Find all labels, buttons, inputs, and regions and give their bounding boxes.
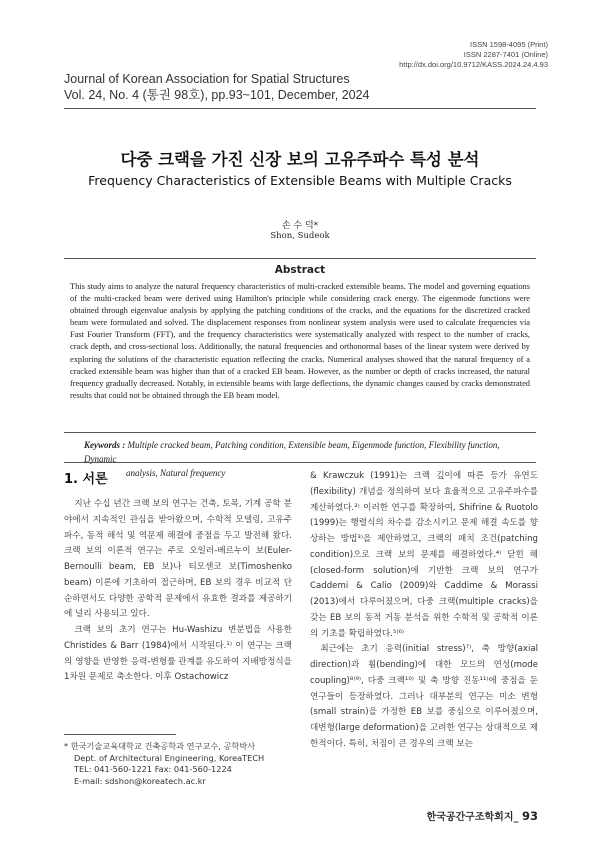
- title-english: Frequency Characteristics of Extensible Beams with Multiple Cracks: [88, 173, 512, 188]
- footer-separator: _: [513, 812, 519, 823]
- footnote-affiliation: * 한국기술교육대학교 건축공학과 연구교수, 공학박사: [64, 741, 256, 751]
- keywords-bottom-divider: [64, 462, 536, 463]
- issn-online: ISSN 2287-7401 (Online): [463, 50, 548, 59]
- doi-link[interactable]: http://dx.doi.org/10.9712/KASS.2024.24.4.93: [399, 60, 548, 69]
- footnote: [64, 741, 294, 787]
- paragraph: & Krawczuk (1991)는 크랙 깊이에 따른 등가 유연도(flexibility) 개념을 정의하여 보다 효율적으로 고유주파수를 계산하였다.²⁾ 이러한 연구를 확장하여, Shifrine & Ruotolo (1999)는 행렬식의 차수를 감소시키고 문제 해결 속도를 향상하는 방법³⁾을 제안하였고, 크랙의 패치 조건(patching condition)으로 크랙 보의 문제를 해결하였다.⁴⁾ 닫힌 해(closed-form solution)에 기반한 크랙 보의 연구가 Caddemi & Calio (2009)와 Caddime & Morassi (2013)에서 다루어졌으며, 다중 크랙(multiple cracks)을 갖는 EB 보의 동적 거동 분석을 위한 수학적 및 공학적 이론의 기초를 확립하였다.⁵⁾⁶⁾: [310, 471, 538, 639]
- journal-header: [64, 72, 370, 103]
- page-footer: [427, 808, 538, 823]
- abstract-top-divider: [64, 258, 536, 259]
- paragraph: 크랙 보의 초기 연구는 Hu-Washizu 변분법을 사용한 Christides & Barr (1984)에서 시작된다.¹⁾ 이 연구는 크랙의 영향을 반영한 응력-변형률 관계를 유도하여 지배방정식을 1차원 문제로 축소한다. 이후 Ostachowicz: [64, 625, 292, 683]
- abstract-heading: Abstract: [274, 264, 326, 276]
- keywords-top-divider: [64, 432, 536, 433]
- left-column: [64, 497, 292, 686]
- footnote-phone: TEL: 041-560-1221 Fax: 041-560-1224: [74, 764, 232, 775]
- header-divider: [64, 108, 536, 109]
- issn-print: ISSN 1598-4095 (Print): [470, 40, 548, 49]
- right-column: [310, 469, 538, 753]
- footnote-email[interactable]: E-mail: sdshon@koreatech.ac.kr: [74, 775, 206, 786]
- title-korean: 다중 크랙을 가진 신장 보의 고유주파수 특성 분석: [120, 150, 480, 169]
- page-number: 93: [521, 809, 538, 823]
- paragraph: 지난 수십 년간 크랙 보의 연구는 건축, 토목, 기계 공학 분야에서 지속적인 관심을 받아왔으며, 수학적 모델링, 고유주파수, 동적 해석 및 역문제 해결에 중점을 두고 발전해 왔다. 크랙 보의 이론적 연구는 주로 오일러-베르누이 보(Euler-Bernoulli beam, EB 보)나 티모센코 보(Timoshenko beam) 이론에 기초하여 접근하며, EB 보의 경우 비교적 단순하면서도 다양한 공학적 문제에서 유효한 결과를 제공하기에 널리 사용되고 있다.: [64, 499, 292, 620]
- volume-line: Vol. 24, No. 4 (통권 98호), pp.93~101, December, 2024: [64, 88, 370, 102]
- footnote-dept: Dept. of Architectural Engineering, KoreaTECH: [74, 752, 265, 763]
- footnote-divider: [64, 734, 176, 735]
- footer-journal: 한국공간구조학회지: [426, 812, 514, 823]
- section-title: 1. 서론: [64, 472, 108, 487]
- author-english: Shon, Sudeok: [270, 231, 330, 241]
- keywords-label: Keywords :: [84, 440, 126, 450]
- journal-name: Journal of Korean Association for Spatial Structures: [64, 72, 350, 86]
- author-korean: 손 수 덕*: [281, 221, 319, 231]
- keywords-line-2: analysis, Natural frequency: [126, 468, 226, 478]
- issn-block: [399, 40, 548, 70]
- paragraph: 최근에는 초기 응력(initial stress)⁷⁾, 축 방향(axial direction)과 휨(bending)에 대한 모드의 연성(mode coupling)⁸⁾⁹⁾, 다중 크랙¹⁰⁾ 및 축 방향 진동¹¹⁾에 중점을 둔 연구들이 등장하였다. 그러나 대부분의 연구는 미소 변형(small strain)을 가정한 EB 보를 중심으로 이루어졌으며, 대변형(large deformation)을 고려한 연구는 상대적으로 제한적이다. 특히, 처짐이 큰 경우의 크랙 보는: [310, 644, 538, 749]
- keywords-line-1: Multiple cracked beam, Patching condition, Extensible beam, Eigenmode function, Flexibility function, Dynamic: [84, 440, 500, 464]
- abstract-text: This study aims to analyze the natural frequency characteristics of multi-cracked extensible beams. The model and governing equations of the multi-cracked beam were derived using Hamilton's principle while considering crack energy. The eigenmode functions were obtained through eigenvalue analysis by applying the patching conditions of the cracks, and the equations for the discretized cracked beam were formulated and solved. The displacement responses from nonlinear system analysis were used to calculate frequencies via Fast Fourier Transform (FFT), and the frequency characteristics were systematically analyzed with respect to the number of cracks, crack depth, and cross-sectional loss. Additionally, the natural frequencies and orthonormal bases of the linear system were derived by exploring the solutions of the characteristic equation reflecting the cracks. Numerical analyses showed that the natural frequency of a cracked extensible beam was higher than that of a cracked EB beam. However, as the number or depth of cracks increased, the natural frequency gradually decreased. Notably, in extensible beams with large deflections, the dynamic changes caused by cracks demonstrated results that could not be obtained through the EB beam model.: [70, 282, 530, 400]
